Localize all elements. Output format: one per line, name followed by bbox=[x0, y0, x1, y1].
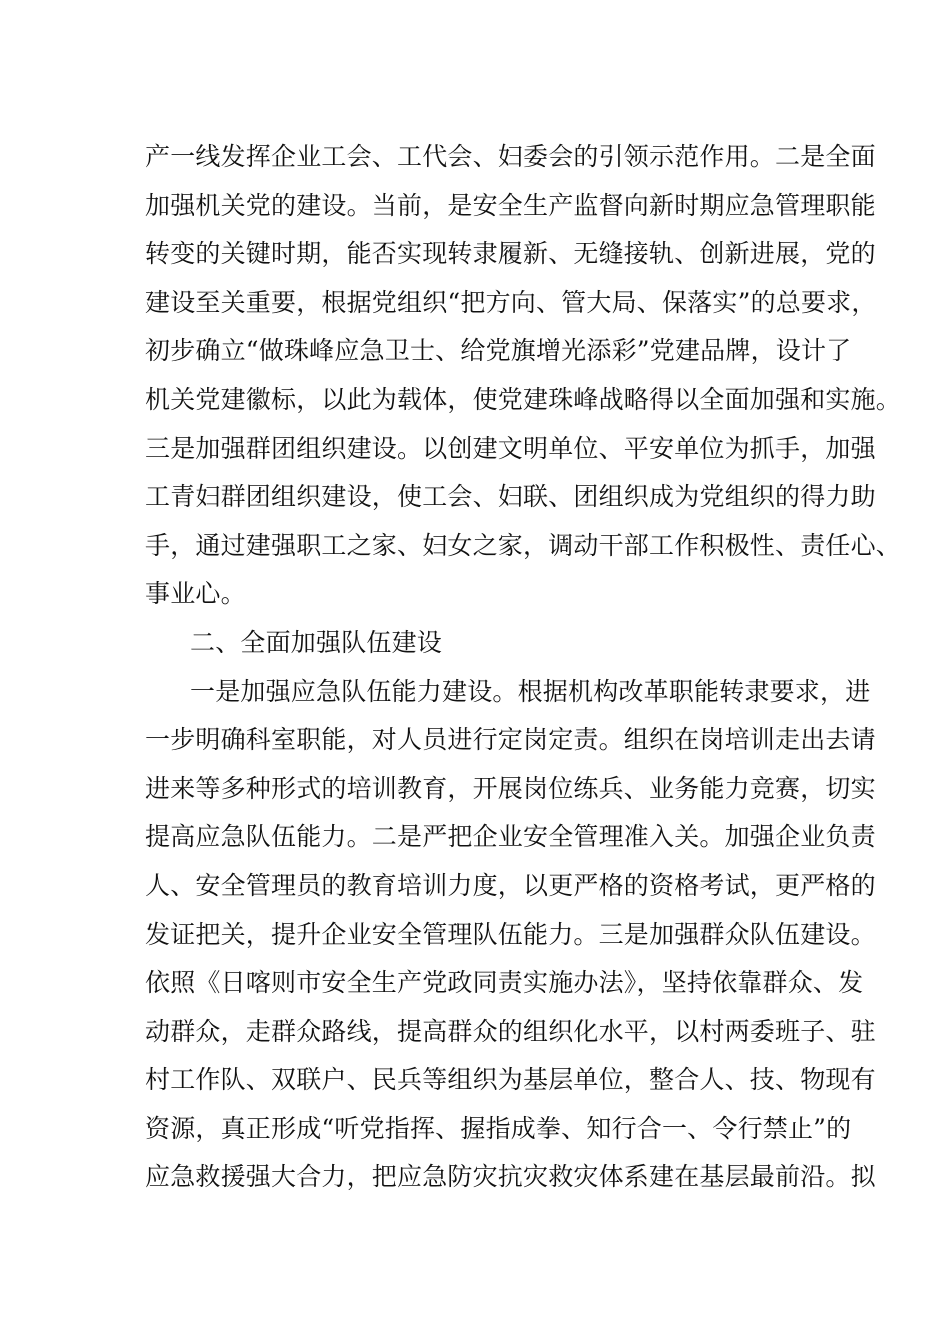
text-line: 应急救援强大合力，把应急防灾抗灾救灾体系建在基层最前沿。拟 bbox=[145, 1162, 876, 1192]
text-line: 转变的关键时期，能否实现转隶履新、无缝接轨、创新进展，党的 bbox=[145, 239, 876, 269]
text-line: 村工作队、双联户、民兵等组织为基层单位，整合人、技、物现有 bbox=[145, 1065, 876, 1095]
text-line: 动群众，走群众路线，提高群众的组织化水平，以村两委班子、驻 bbox=[145, 1016, 876, 1046]
text-line: 发证把关，提升企业安全管理队伍能力。三是加强群众队伍建设。 bbox=[145, 919, 876, 949]
body-text bbox=[145, 133, 902, 1202]
text-line: 资源，真正形成“听党指挥、握指成拳、知行合一、令行禁止”的 bbox=[145, 1113, 852, 1143]
text-line: 加强机关党的建设。当前，是安全生产监督向新时期应急管理职能 bbox=[145, 190, 876, 220]
text-line: 事业心。 bbox=[145, 579, 246, 609]
text-line: 机关党建徽标，以此为载体，使党建珠峰战略得以全面加强和实施。 bbox=[145, 384, 902, 414]
text-line: 人、安全管理员的教育培训力度，以更严格的资格考试，更严格的 bbox=[145, 870, 876, 900]
text-line: 手，通过建强职工之家、妇女之家，调动干部工作积极性、责任心、 bbox=[145, 530, 902, 560]
text-line: 进来等多种形式的培训教育，开展岗位练兵、业务能力竞赛，切实 bbox=[145, 773, 876, 803]
text-line: 建设至关重要，根据党组织“把方向、管大局、保落实”的总要求， bbox=[145, 287, 877, 317]
text-line: 三是加强群团组织建设。以创建文明单位、平安单位为抓手，加强 bbox=[145, 433, 876, 463]
text-line: 产一线发挥企业工会、工代会、妇委会的引领示范作用。二是全面 bbox=[145, 142, 876, 171]
text-line: 一步明确科室职能，对人员进行定岗定责。组织在岗培训走出去请 bbox=[145, 725, 876, 755]
text-line: 工青妇群团组织建设，使工会、妇联、团组织成为党组织的得力助 bbox=[145, 482, 876, 512]
text-line: 一是加强应急队伍能力建设。根据机构改革职能转隶要求，进 bbox=[190, 676, 871, 706]
text-line: 初步确立“做珠峰应急卫士、给党旗增光添彩”党建品牌，设计了 bbox=[145, 336, 852, 366]
text-line: 依照《日喀则市安全生产党政同责实施办法》，坚持依靠群众、发 bbox=[145, 968, 864, 998]
text-line: 提高应急队伍能力。二是严把企业安全管理准入关。加强企业负责 bbox=[145, 822, 876, 852]
section-heading: 二、全面加强队伍建设 bbox=[190, 627, 443, 657]
